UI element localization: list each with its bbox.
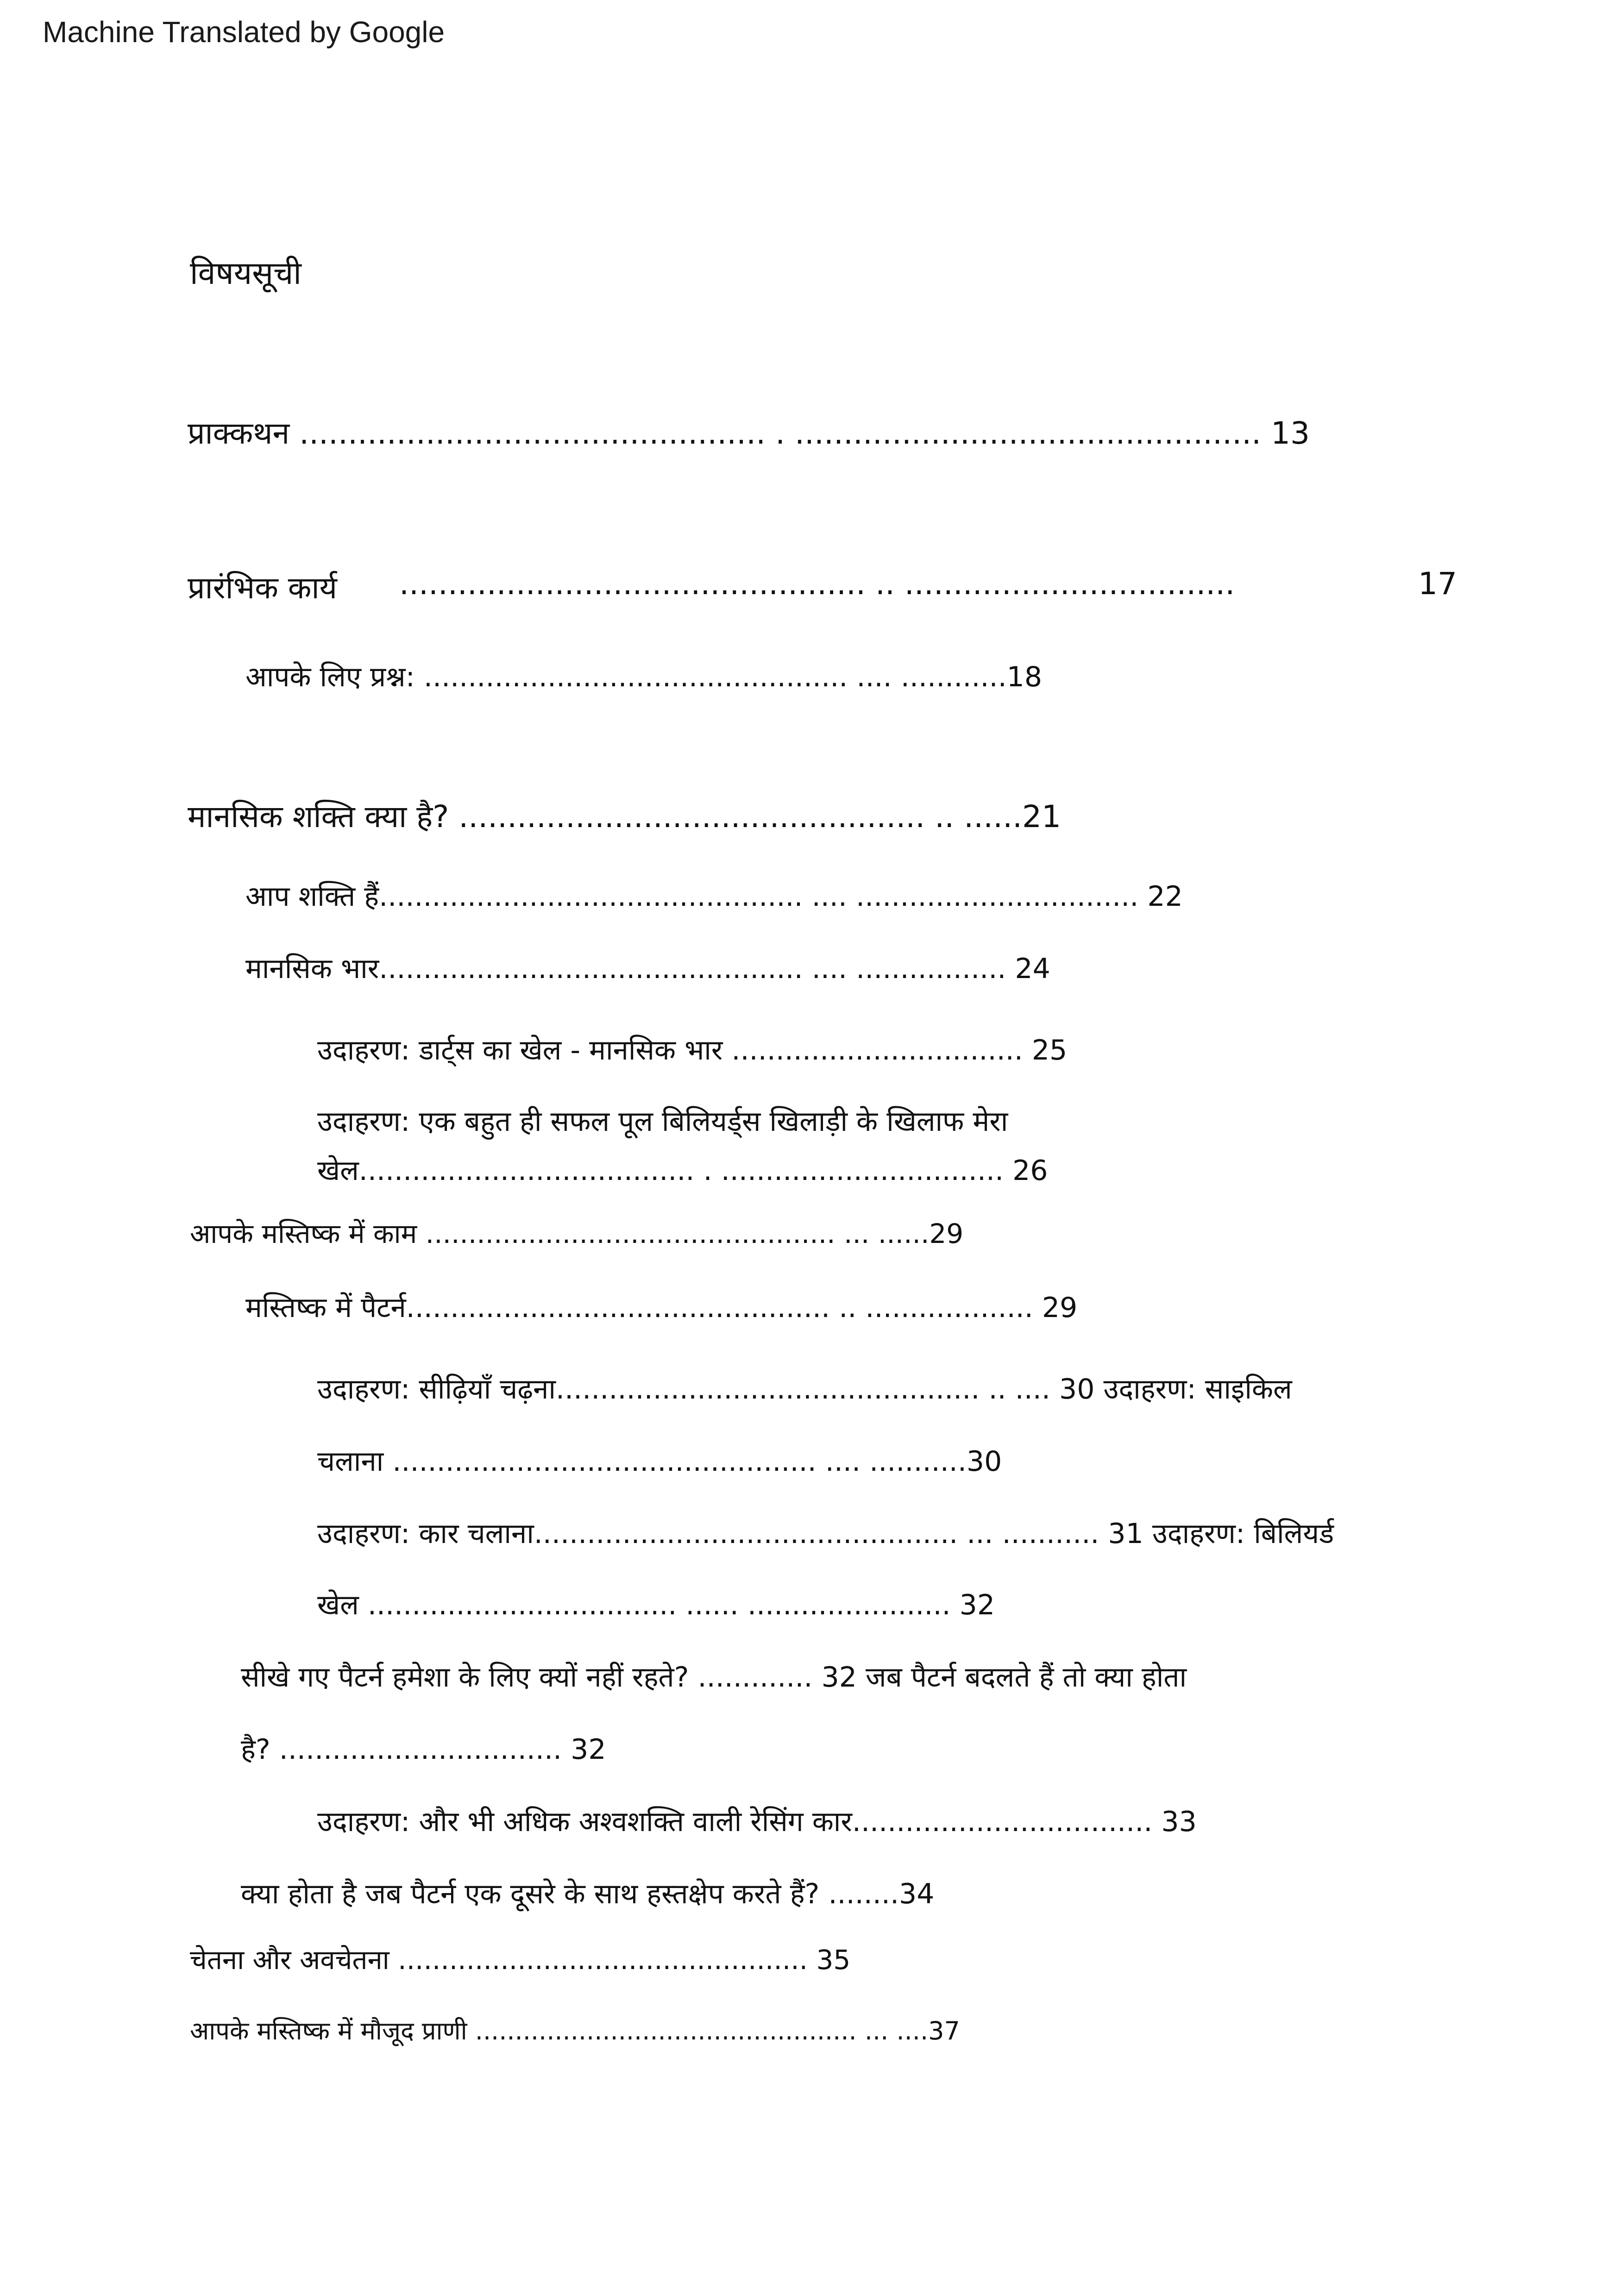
toc-entry-car-example-line2: खेल ................................... ...... ....................... 32 [317,1589,995,1621]
toc-entry-brain-patterns: मस्तिष्क में पैटर्न................................................ .. ................... 29 [245,1292,1078,1324]
toc-entry-pattern-interference: क्या होता है जब पैटर्न एक दूसरे के साथ हस्तक्षेप करते हैं? ........34 [241,1878,935,1910]
toc-entry-brain-work: आपके मस्तिष्क में काम ................................................ ... ......29 [190,1218,964,1249]
toc-entry-creatures-in-brain: आपके मस्तिष्क में मौजूद प्राणी ................................................ ... ....37 [190,2016,960,2045]
toc-entry-initial-work-label: प्रारंभिक कार्य [188,570,337,606]
toc-entry-initial-work-dots: ................................................ .. .................................. [399,566,1235,602]
toc-entry-learned-patterns-line2: है? ................................ 32 [241,1733,606,1766]
toc-entry-mental-power: मानसिक शक्ति क्या है? ................................................ .. ......21 [188,799,1062,834]
toc-entry-car-example-line1: उदाहरण: कार चलाना................................................ ... ........... 31 उदाहरण: बिलियर्ड [317,1518,1334,1550]
toc-entry-learned-patterns-line1: सीखे गए पैटर्न हमेशा के लिए क्यों नहीं रहते? ............. 32 जब पैटर्न बदलते हैं तो क्या होता [241,1661,1187,1694]
page-title: विषयसूची [190,255,302,292]
toc-entry-you-are-power: आप शक्ति हैं................................................ .... ................................ 22 [245,880,1183,913]
toc-entry-pool-example-line2: खेल...................................... . ................................ 26 [317,1154,1048,1187]
toc-entry-stairs-example-line2: चलाना ................................................ .... ...........30 [317,1445,1002,1478]
machine-translation-watermark: Machine Translated by Google [43,15,445,49]
toc-entry-mental-load: मानसिक भार................................................ .... ................. 24 [245,953,1050,985]
toc-entry-racing-car-example: उदाहरण: और भी अधिक अश्वशक्ति वाली रेसिंग कार.................................. 33 [317,1806,1197,1838]
toc-entry-stairs-example-line1: उदाहरण: सीढ़ियाँ चढ़ना................................................ .. .... 30 उदाहरण: साइकिल [317,1373,1292,1405]
toc-entry-pool-example-line1: उदाहरण: एक बहुत ही सफल पूल बिलियर्ड्स खिलाड़ी के खिलाफ मेरा [317,1105,1008,1138]
toc-entry-initial-work-page: 17 [1418,566,1457,602]
toc-entry-questions: आपके लिए प्रश्न: ................................................ .... ............18 [245,661,1042,693]
toc-entry-darts-example: उदाहरण: डार्ट्स का खेल - मानसिक भार ................................. 25 [317,1034,1068,1066]
toc-entry-foreword: प्राक्कथन ................................................ . ................................................ 13 [188,415,1310,451]
toc-entry-consciousness: चेतना और अवचेतना ................................................ 35 [190,1944,851,1976]
